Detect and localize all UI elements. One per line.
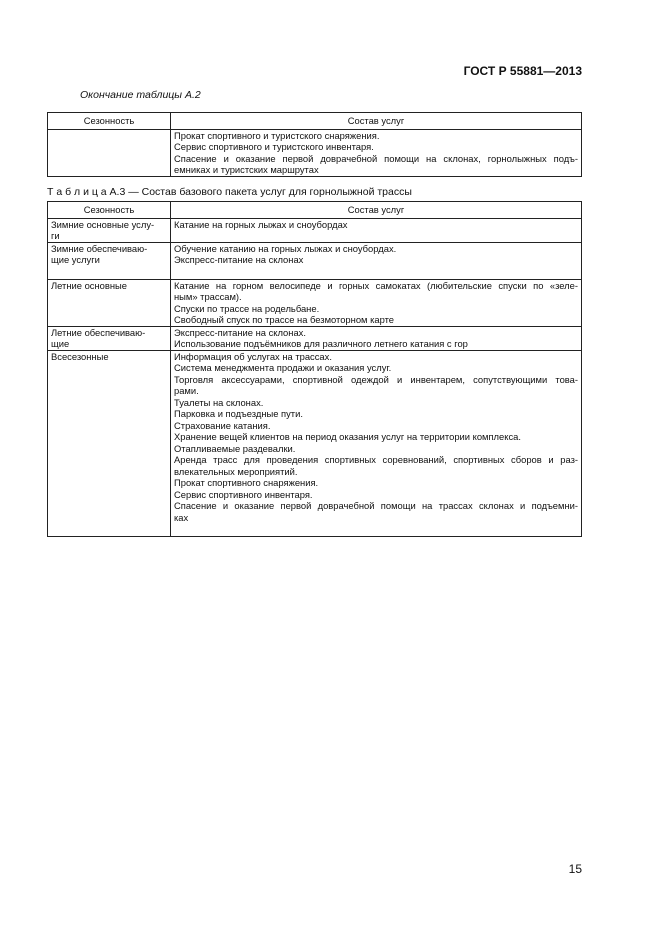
service-line: Система менеджмента продажи и оказания услуг. <box>174 362 392 373</box>
table-header-row <box>48 113 582 130</box>
table-row <box>48 218 582 242</box>
service-line: ках <box>174 511 189 523</box>
service-line: Экспресс-питание на склонах. <box>174 326 306 338</box>
column-header-season: Сезонность <box>48 202 171 219</box>
service-line: Туалеты на склонах. <box>174 396 264 408</box>
service-line: Свободный спуск по трассе на безмоторном карте <box>174 314 395 325</box>
services-cell <box>171 350 582 536</box>
season-line: щие услуги <box>51 254 100 265</box>
table-a2 <box>47 112 582 177</box>
season-cell <box>48 326 171 350</box>
season-line: Всесезонные <box>51 350 109 362</box>
table-row <box>48 129 582 176</box>
column-header-services: Состав услуг <box>171 202 582 219</box>
table-a3-caption: Т а б л и ц а А.3 — Состав базового пакета услуг для горнолыжной трассы <box>47 186 412 198</box>
season-cell <box>48 218 171 242</box>
service-line: Катание на горных лыжах и сноубордах <box>174 218 348 230</box>
season-line: ги <box>51 230 60 241</box>
column-header-season: Сезонность <box>48 113 171 130</box>
service-line: Прокат спортивного и туристского снаряжения. <box>174 129 380 141</box>
service-line: Спасение и оказание первой доврачебной помощи на трассах склонах и подъемни- <box>174 500 578 511</box>
service-line: Информация об услугах на трассах. <box>174 350 332 362</box>
services-cell <box>171 279 582 326</box>
services-cell <box>171 326 582 350</box>
season-cell <box>48 129 171 176</box>
service-line: Отапливаемые раздевалки. <box>174 442 296 454</box>
service-line: Страхование катания. <box>174 419 271 431</box>
table-row <box>48 279 582 326</box>
service-line: рами. <box>174 385 199 396</box>
service-line: Обучение катанию на горных лыжах и сноубордах. <box>174 242 397 254</box>
service-line: Использование подъёмников для различного летнего катания с гор <box>174 338 468 349</box>
table-a3 <box>47 201 582 537</box>
service-line: ным» трассам). <box>174 291 242 302</box>
season-line: Зимние обеспечиваю- <box>51 242 148 254</box>
season-line: Летние обеспечиваю- <box>51 326 146 338</box>
service-line: Спасение и оказание первой доврачебной помощи на склонах, горнолыжных подъ- <box>174 152 578 164</box>
document-id: ГОСТ Р 55881—2013 <box>463 64 582 78</box>
service-line: Сервис спортивного и туристского инвентаря. <box>174 141 374 152</box>
column-header-services: Состав услуг <box>171 113 582 130</box>
table-row <box>48 326 582 350</box>
service-line: Хранение вещей клиентов на период оказания услуг на территории комплекса. <box>174 431 521 442</box>
service-line: Сервис спортивного инвентаря. <box>174 488 313 500</box>
service-line: Спуски по трассе на родельбане. <box>174 302 320 314</box>
table-row <box>48 242 582 279</box>
season-cell <box>48 350 171 536</box>
page-number: 15 <box>568 862 582 876</box>
table-row <box>48 350 582 536</box>
services-cell <box>171 129 582 176</box>
services-cell <box>171 242 582 279</box>
season-line: Зимние основные услу- <box>51 218 155 230</box>
season-cell <box>48 279 171 326</box>
service-line: Катание на горном велосипеде и горных самокатах (любительские спуски по «зеле- <box>174 279 578 291</box>
services-cell <box>171 218 582 242</box>
service-line: Экспресс-питание на склонах <box>174 254 304 265</box>
season-line: Летние основные <box>51 279 127 291</box>
table-a2-caption: Окончание таблицы А.2 <box>80 89 201 101</box>
service-line: Прокат спортивного снаряжения. <box>174 477 319 488</box>
season-cell <box>48 242 171 279</box>
service-line: Аренда трасс для проведения спортивных соревнований, спортивных сборов и раз- <box>174 454 578 465</box>
service-line: Парковка и подъездные пути. <box>174 408 303 419</box>
service-line: емниках и туристских маршрутах <box>174 164 319 175</box>
season-line: щие <box>51 338 70 349</box>
service-line: влекательных мероприятий. <box>174 465 298 477</box>
table-header-row <box>48 202 582 219</box>
service-line: Торговля аксессуарами, спортивной одеждой и инвентарем, сопутствующими това- <box>174 373 578 385</box>
